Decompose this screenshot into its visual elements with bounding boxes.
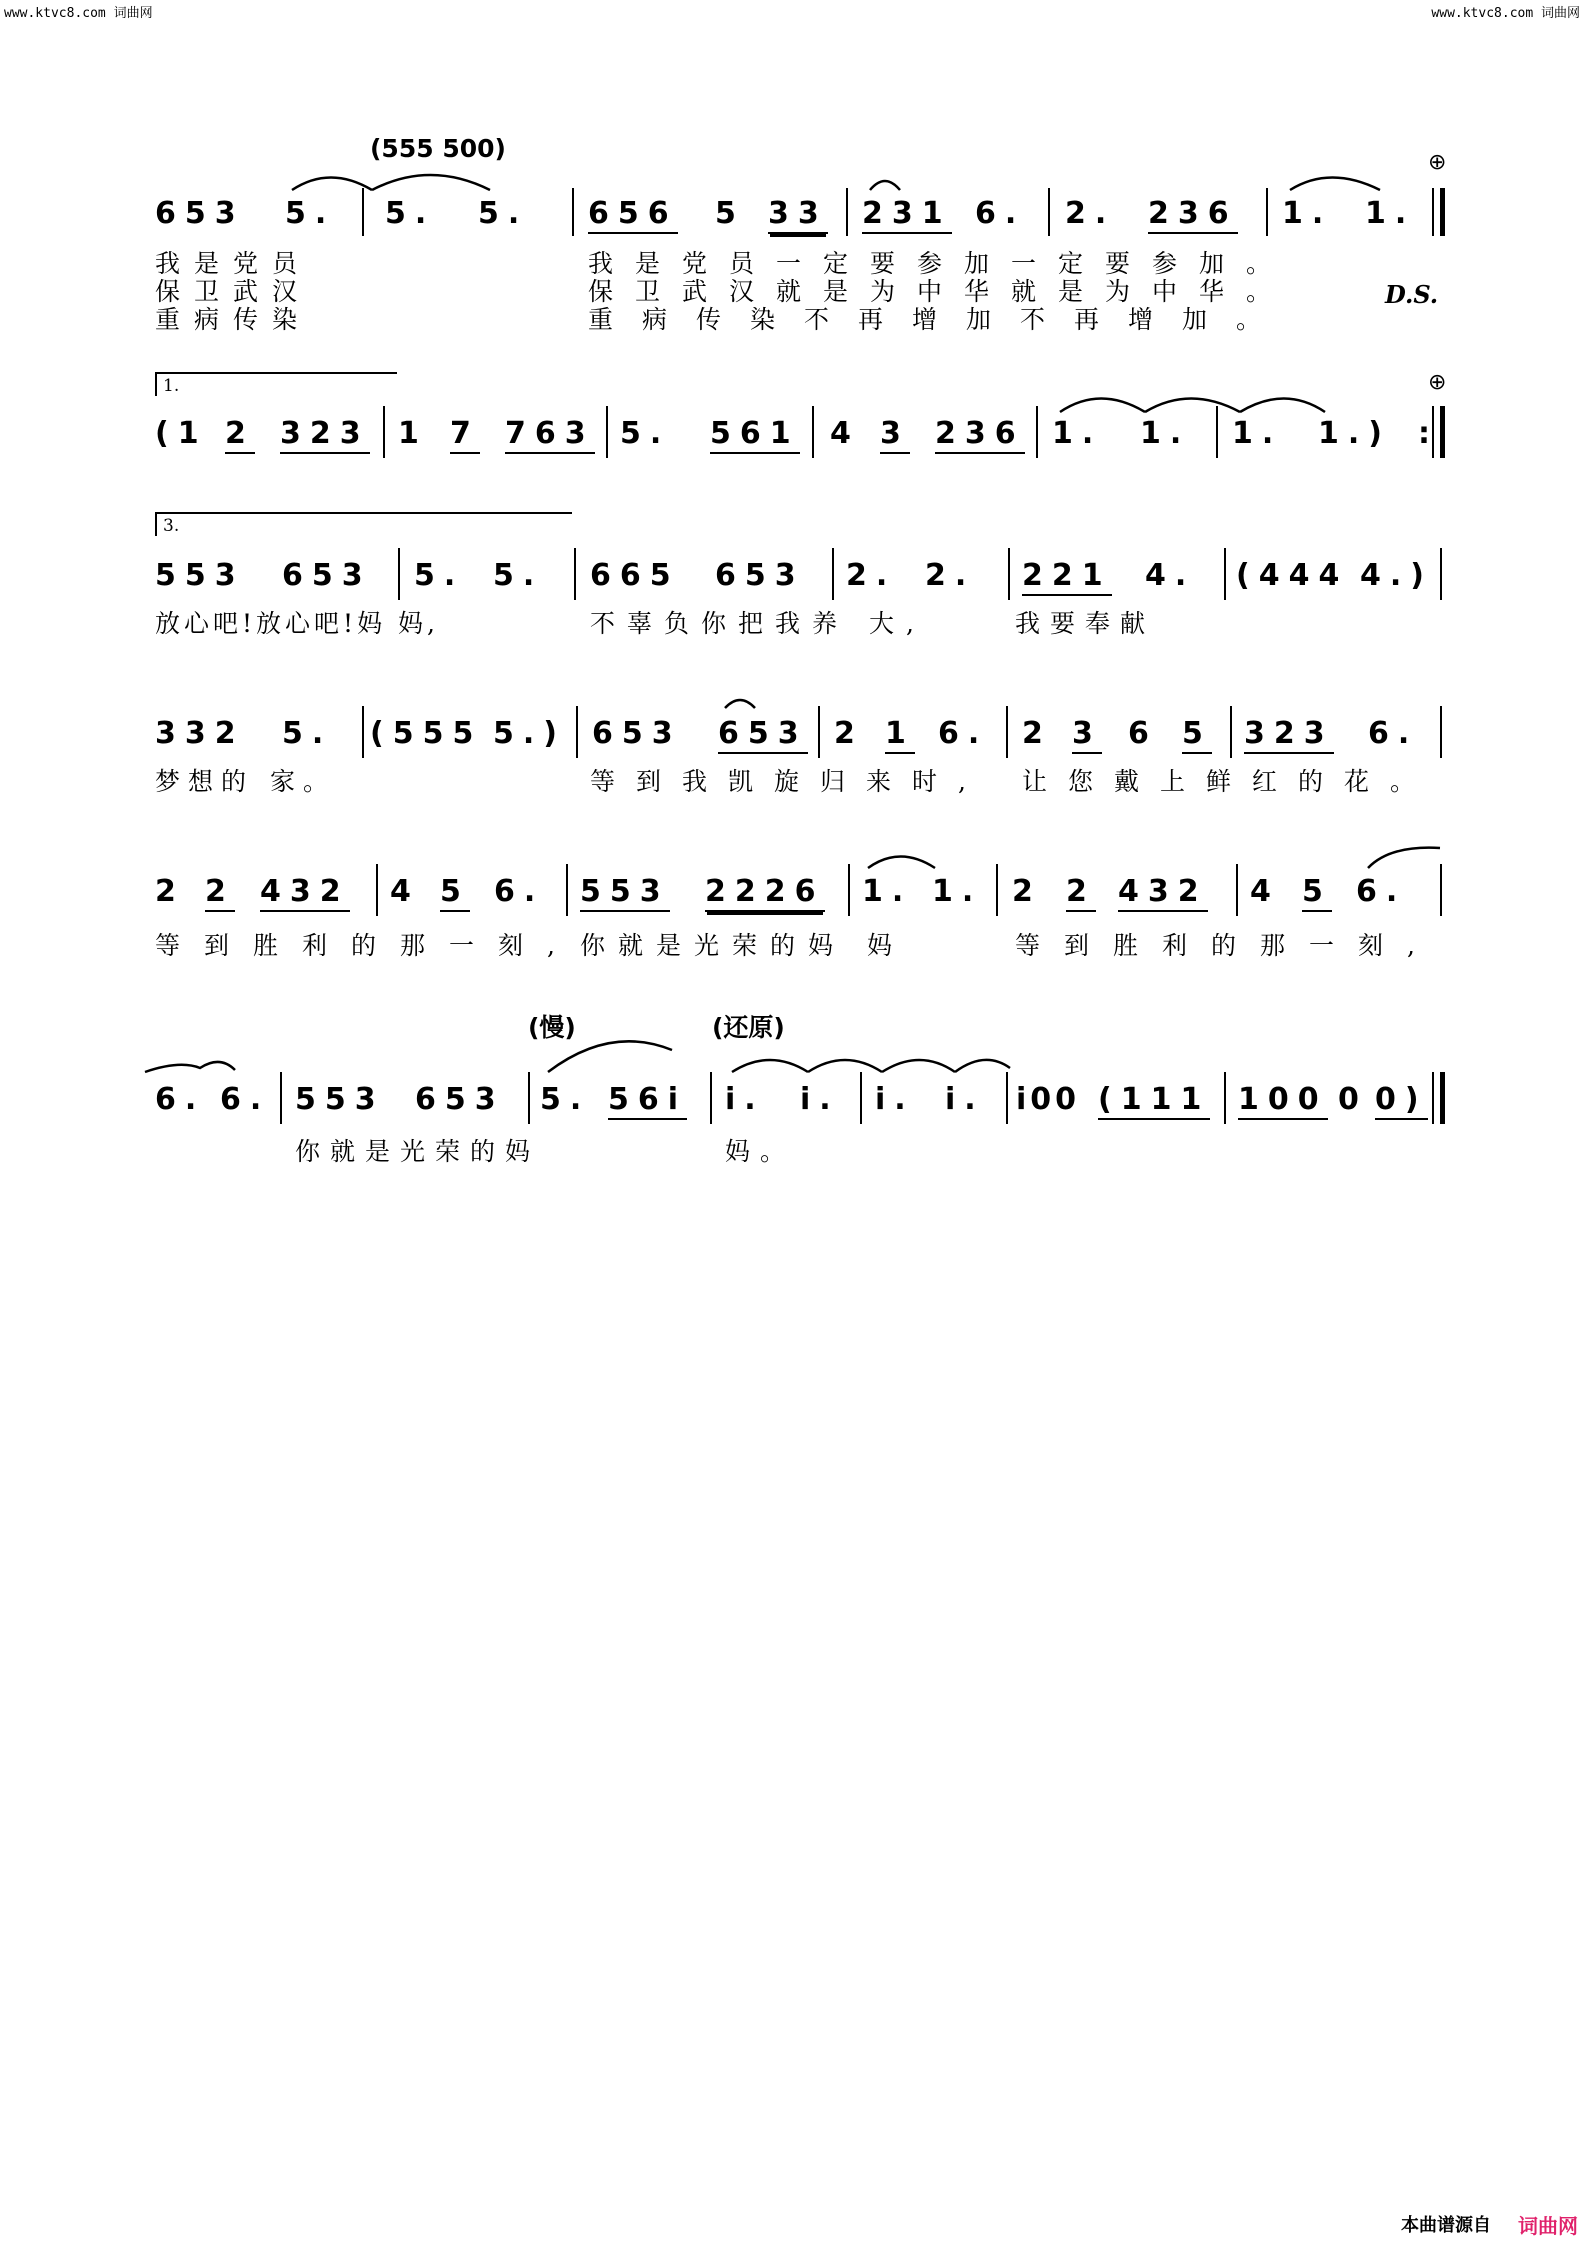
lyric-line: 我要奉献 — [1015, 609, 1156, 638]
note-group: 2 — [155, 874, 185, 909]
note-group: 6 — [1128, 716, 1158, 751]
slur — [1290, 178, 1380, 191]
lyric-line: 放心吧!放心吧!妈 妈, — [155, 609, 439, 638]
coda-sign: ⊕ — [1428, 370, 1447, 395]
slur — [372, 175, 490, 190]
coda-sign: ⊕ — [1428, 150, 1447, 175]
note-group: (444 — [1236, 558, 1349, 593]
note-group: 323 — [1244, 718, 1334, 754]
slur — [1060, 399, 1145, 413]
note-group: 553 — [295, 1082, 385, 1117]
note-group: 5. — [493, 558, 544, 593]
slur — [808, 1060, 882, 1072]
note-group: i. — [945, 1082, 985, 1117]
header-left: www.ktvc8.com 词曲网 — [4, 6, 153, 21]
note-group: 6. — [1356, 874, 1407, 909]
note-group: 2 — [1012, 874, 1042, 909]
ds-marking: D.S. — [1385, 280, 1439, 309]
note-group: 5. — [620, 416, 671, 451]
note-group: 2 — [225, 418, 255, 454]
note-group: 5 — [1182, 718, 1212, 754]
note-group: 653 — [715, 558, 805, 593]
note-group: 1. — [1140, 416, 1191, 451]
note-group: 1 — [885, 718, 915, 754]
note-group: 1. — [1282, 196, 1333, 231]
slur — [882, 1060, 955, 1072]
slur — [732, 1060, 808, 1072]
note-group: 236 — [935, 418, 1025, 454]
note-group: 7 — [450, 418, 480, 454]
note-group: i. — [725, 1082, 765, 1117]
note-group: 5.) — [493, 716, 566, 751]
slur — [548, 1041, 672, 1072]
note-group: 5. — [414, 558, 465, 593]
lyric-line: 重病传染不再增加不再增加。 — [588, 305, 1291, 334]
slur — [1368, 848, 1440, 868]
lyric-line: 你就是光荣的妈 — [295, 1137, 541, 1166]
note-group: 5. — [540, 1082, 591, 1117]
note-group: 3 — [1072, 718, 1102, 754]
volta-bracket-1: 1. — [155, 372, 397, 396]
note-group: 332 — [155, 716, 245, 751]
lyric-line: 等到胜利的那一刻, — [1015, 931, 1439, 960]
footer-brand[interactable]: 词曲网 — [1518, 2214, 1578, 2238]
note-group: 1 — [398, 416, 428, 451]
header-right: www.ktvc8.com 词曲网 — [1431, 6, 1580, 21]
lyric-line: 梦想的 家。 — [155, 767, 336, 796]
note-group: 4 — [390, 874, 420, 909]
lyric-line: 保卫武汉就是为中华就是为中华。 — [588, 277, 1294, 306]
note-group: 2 — [1066, 876, 1096, 912]
lyric-line: 让您戴上鲜红的花。 — [1022, 767, 1437, 796]
note-group: 553 — [155, 558, 245, 593]
note-group: 561 — [710, 418, 800, 454]
note-group: 653 — [592, 716, 682, 751]
note-group: 2. — [925, 558, 976, 593]
note-group: 2 — [1022, 716, 1052, 751]
note-group: 653 — [415, 1082, 505, 1117]
repeat-dots: : — [1418, 416, 1430, 451]
note-group: 4 — [830, 416, 860, 451]
note-group: i. — [800, 1082, 840, 1117]
note-group: 5 — [1302, 876, 1332, 912]
lyric-line: 等到我凯旋归来时, — [590, 767, 987, 796]
note-group: 5. — [478, 196, 529, 231]
note-group: 236 — [1148, 198, 1238, 234]
note-group: 2 — [205, 876, 235, 912]
lyric-line: 保卫武汉 — [155, 277, 312, 306]
note-group: 432 — [1118, 876, 1208, 912]
note-group: i00 — [1016, 1082, 1081, 1117]
slur — [868, 857, 935, 869]
note-group: 5 — [715, 196, 745, 231]
slur — [870, 181, 900, 190]
note-group: 323 — [280, 418, 370, 454]
note-group: 665 — [590, 558, 680, 593]
note-group: 1.) — [1318, 416, 1391, 451]
note-group: 5. — [282, 716, 333, 751]
note-group: 4. — [1145, 558, 1196, 593]
slur — [145, 1062, 235, 1072]
note-group: 1. — [932, 874, 983, 909]
note-group: 56i — [608, 1084, 687, 1120]
note-group: 2 — [834, 716, 864, 751]
note-group: 1. — [862, 874, 913, 909]
note-group: (555 — [370, 716, 483, 751]
note-group: 653 — [155, 196, 245, 231]
slur — [1145, 399, 1240, 413]
note-group: 3 — [880, 418, 910, 454]
note-group: 6. — [1368, 716, 1419, 751]
note-group: 5 — [440, 876, 470, 912]
note-group: 2. — [1065, 196, 1116, 231]
note-group: 5. — [385, 196, 436, 231]
note-group: 1. — [1052, 416, 1103, 451]
lyric-line: 你就是光荣的妈 妈 — [580, 931, 905, 960]
intro-annotation: (555 500) — [370, 134, 506, 163]
note-group: 6. — [220, 1082, 271, 1117]
note-group: 100 — [1238, 1084, 1328, 1120]
note-group: 432 — [260, 876, 350, 912]
note-group: 2. — [846, 558, 897, 593]
note-group: 6. — [975, 196, 1026, 231]
note-group: i. — [875, 1082, 915, 1117]
footer-source: 本曲谱源自 — [1401, 2215, 1491, 2236]
lyric-line: 我是党员一定要参加一定要参加。 — [588, 249, 1294, 278]
note-group: 653 — [282, 558, 372, 593]
note-group: 2226 — [705, 876, 825, 912]
note-group: (1 — [155, 416, 208, 451]
lyric-line: 我是党员 — [155, 249, 312, 278]
lyric-line: 妈。 — [725, 1137, 796, 1166]
lyric-line: 不辜负你把我养 大, — [590, 609, 926, 638]
slur — [725, 700, 755, 708]
note-group: 0) — [1375, 1084, 1428, 1120]
note-group: 0 — [1338, 1082, 1368, 1117]
note-group: 33 — [768, 198, 828, 234]
lyric-line: 重病传染 — [155, 305, 312, 334]
note-group: 6. — [938, 716, 989, 751]
slur — [1240, 399, 1325, 413]
note-group: 4.) — [1360, 558, 1433, 593]
note-group: 4 — [1250, 874, 1280, 909]
note-group: (111 — [1098, 1084, 1210, 1120]
note-group: 553 — [580, 876, 670, 912]
slur — [955, 1060, 1010, 1072]
note-group: 6. — [494, 874, 545, 909]
note-group: 6. — [155, 1082, 206, 1117]
slur — [292, 178, 372, 191]
note-group: 1. — [1365, 196, 1416, 231]
tempo-restore: (还原) — [712, 1013, 785, 1042]
lyric-line: 等到胜利的那一刻, — [155, 931, 579, 960]
note-group: 5. — [285, 196, 336, 231]
note-group: 763 — [505, 418, 595, 454]
note-group: 656 — [588, 198, 678, 234]
note-group: 653 — [718, 718, 808, 754]
volta-bracket-3: 3. — [155, 512, 572, 536]
note-group: 231 — [862, 198, 952, 234]
tempo-slow: (慢) — [528, 1013, 576, 1042]
note-group: 221 — [1022, 560, 1112, 596]
note-group: 1. — [1232, 416, 1283, 451]
